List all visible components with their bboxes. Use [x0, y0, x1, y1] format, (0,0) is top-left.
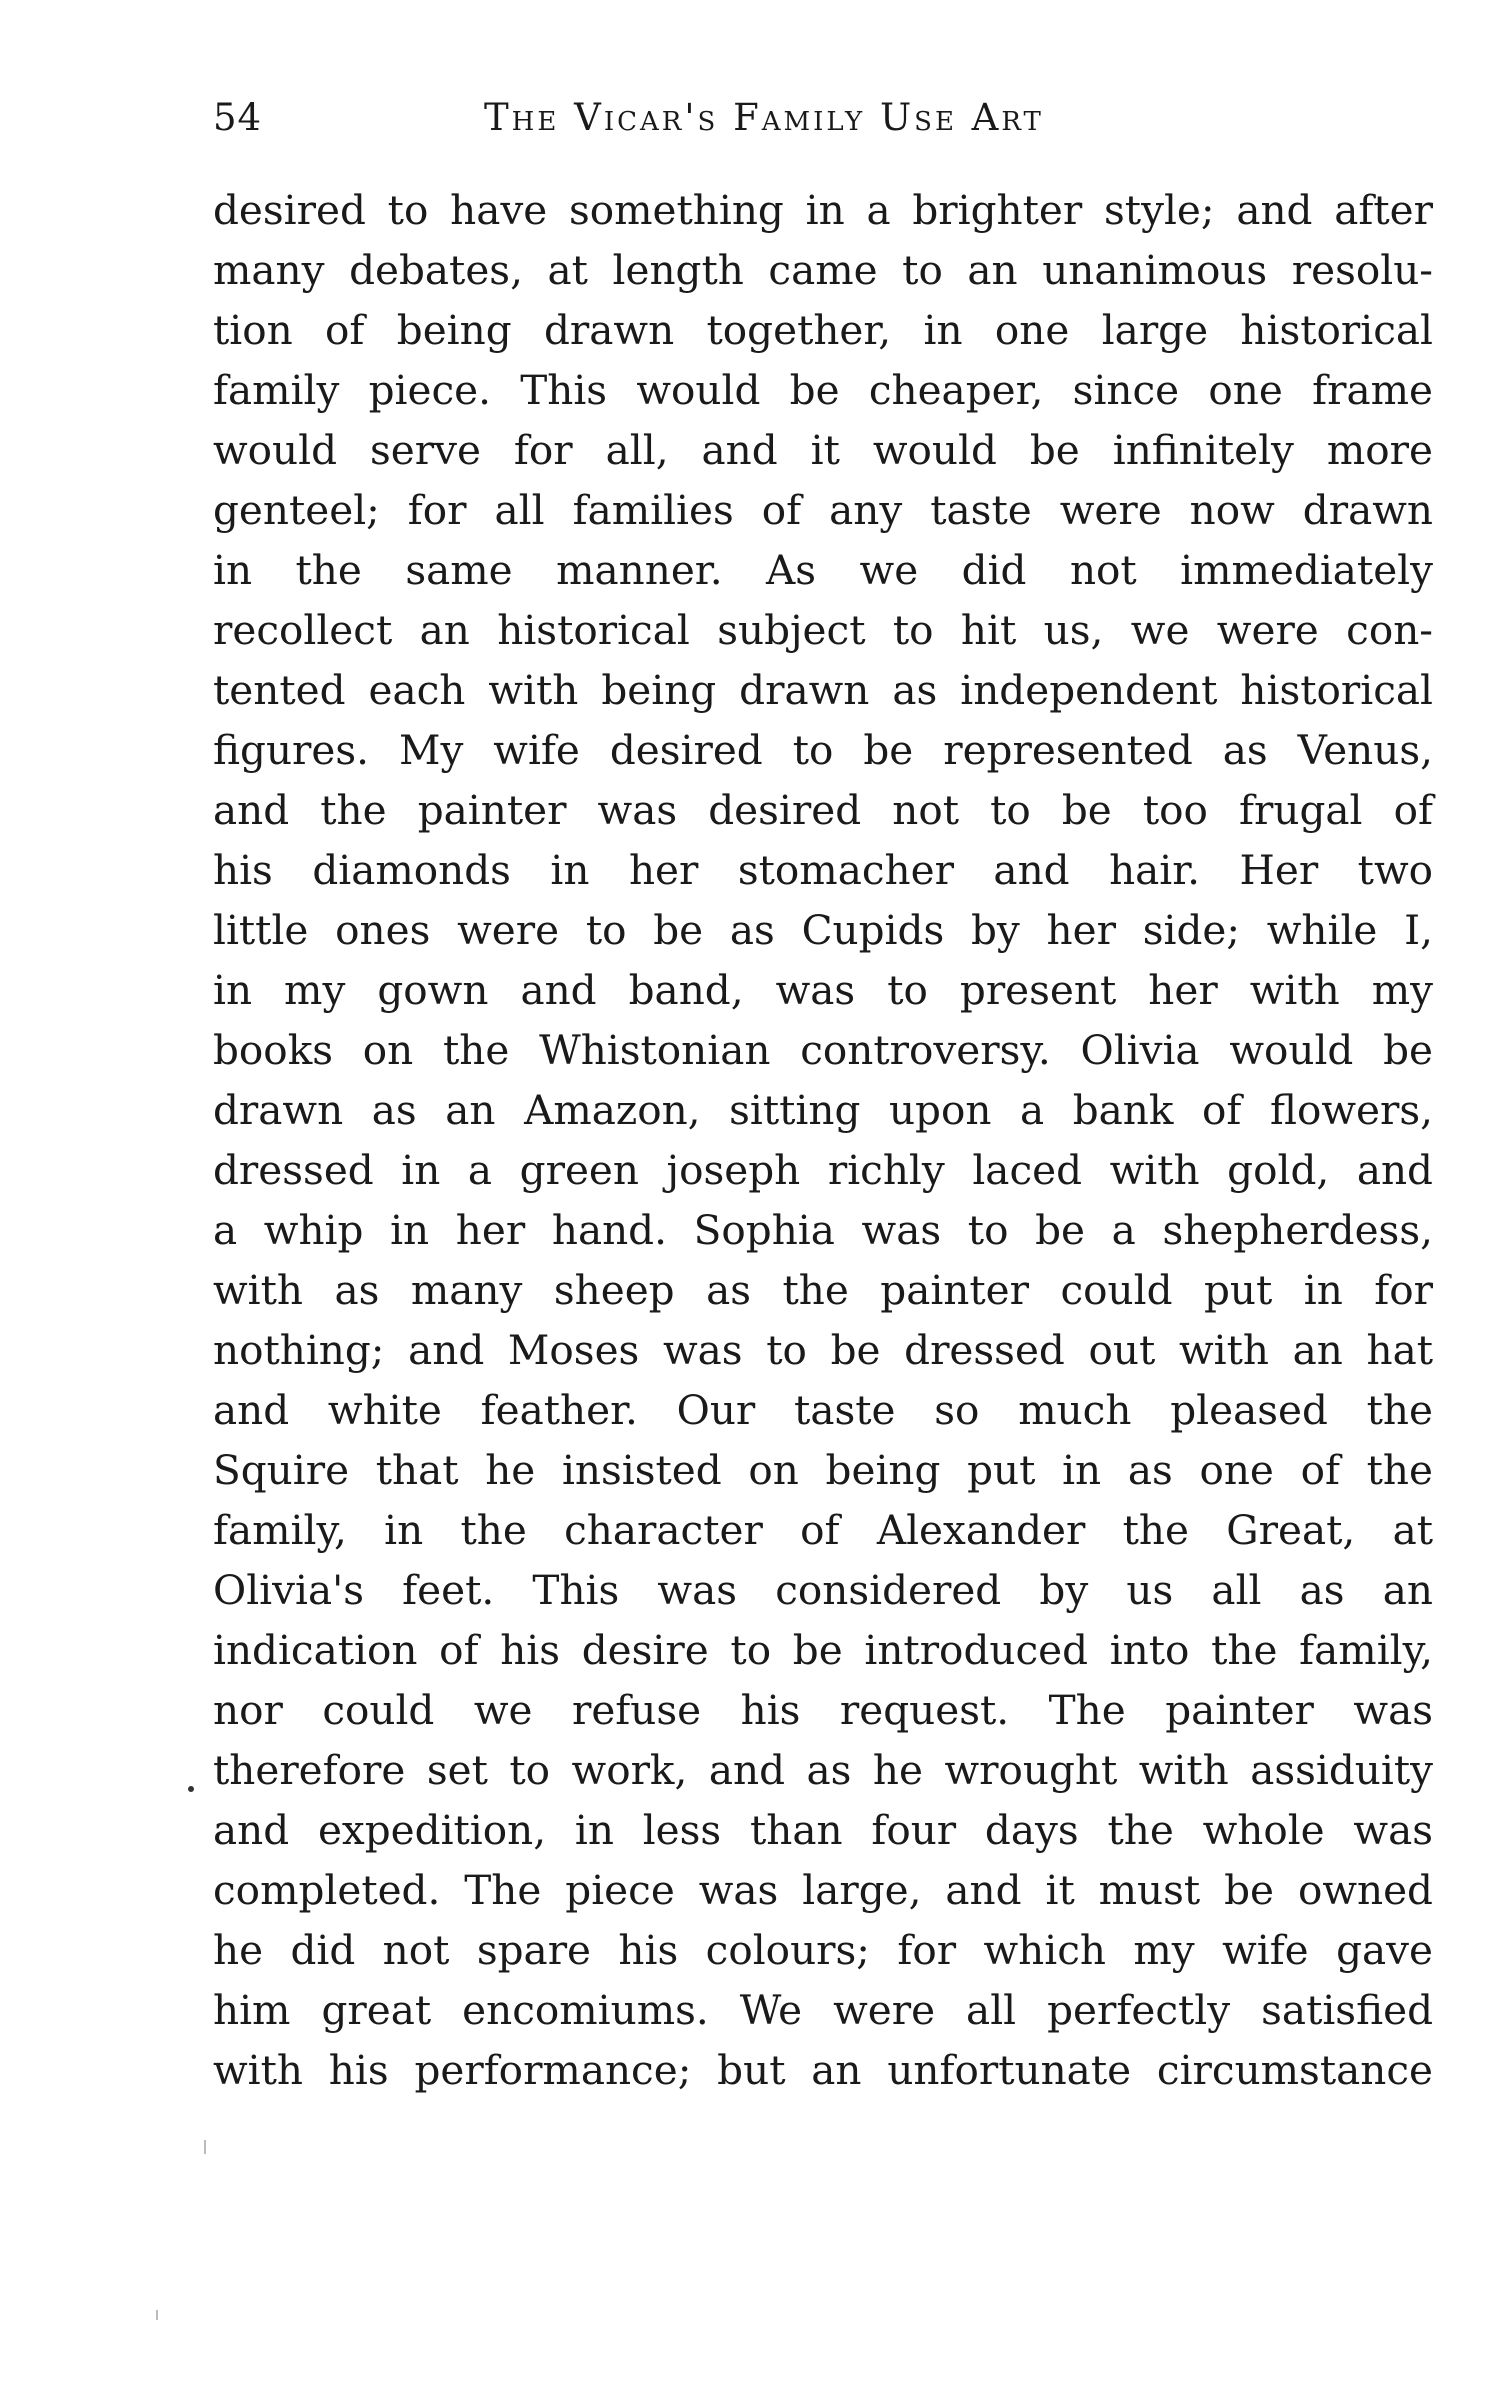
- text-line: him great encomiums. We were all perfectly satisfied: [213, 1986, 1433, 2034]
- text-line: dressed in a green joseph richly laced with gold, and: [213, 1146, 1433, 1194]
- text-line: family piece. This would be cheaper, since one frame: [213, 366, 1433, 414]
- text-line: tion of being drawn together, in one large historical: [213, 306, 1433, 354]
- text-line: books on the Whistonian controversy. Olivia would be: [213, 1026, 1433, 1074]
- text-line: and white feather. Our taste so much pleased the: [213, 1386, 1433, 1434]
- text-line: many debates, at length came to an unanimous resolu-: [213, 246, 1433, 294]
- running-head: The Vicar's Family Use Art: [484, 96, 1044, 139]
- text-line: Olivia's feet. This was considered by us all as an: [213, 1566, 1433, 1614]
- text-line: he did not spare his colours; for which my wife gave: [213, 1926, 1433, 1974]
- text-line: completed. The piece was large, and it must be owned: [213, 1866, 1433, 1914]
- text-line: figures. My wife desired to be represented as Venus,: [213, 726, 1433, 774]
- text-line: with his performance; but an unfortunate circumstance: [213, 2046, 1433, 2094]
- text-line: recollect an historical subject to hit us, we were con-: [213, 606, 1433, 654]
- page-number: 54: [213, 96, 263, 139]
- text-line: Squire that he insisted on being put in as one of the: [213, 1446, 1433, 1494]
- text-line: indication of his desire to be introduced into the family,: [213, 1626, 1433, 1674]
- text-line: and expedition, in less than four days the whole was: [213, 1806, 1433, 1854]
- margin-mark: [188, 1786, 194, 1792]
- page-header: [0, 96, 1486, 156]
- text-line: a whip in her hand. Sophia was to be a shepherdess,: [213, 1206, 1433, 1254]
- text-line: and the painter was desired not to be too frugal of: [213, 786, 1433, 834]
- text-line: family, in the character of Alexander the Great, at: [213, 1506, 1433, 1554]
- text-line: little ones were to be as Cupids by her side; while I,: [213, 906, 1433, 954]
- scan-speck: [204, 2140, 206, 2154]
- text-line: therefore set to work, and as he wrought with assiduity: [213, 1746, 1433, 1794]
- text-line: drawn as an Amazon, sitting upon a bank of flowers,: [213, 1086, 1433, 1134]
- text-line: with as many sheep as the painter could put in for: [213, 1266, 1433, 1314]
- scan-speck: [156, 2310, 158, 2320]
- text-line: tented each with being drawn as independent historical: [213, 666, 1433, 714]
- text-line: would serve for all, and it would be infinitely more: [213, 426, 1433, 474]
- text-line: in my gown and band, was to present her with my: [213, 966, 1433, 1014]
- body-text: [213, 180, 1433, 2100]
- text-line: in the same manner. As we did not immediately: [213, 546, 1433, 594]
- text-line: nothing; and Moses was to be dressed out with an hat: [213, 1326, 1433, 1374]
- text-line: genteel; for all families of any taste were now drawn: [213, 486, 1433, 534]
- text-line: his diamonds in her stomacher and hair. Her two: [213, 846, 1433, 894]
- text-line: nor could we refuse his request. The painter was: [213, 1686, 1433, 1734]
- text-line: desired to have something in a brighter style; and after: [213, 186, 1433, 234]
